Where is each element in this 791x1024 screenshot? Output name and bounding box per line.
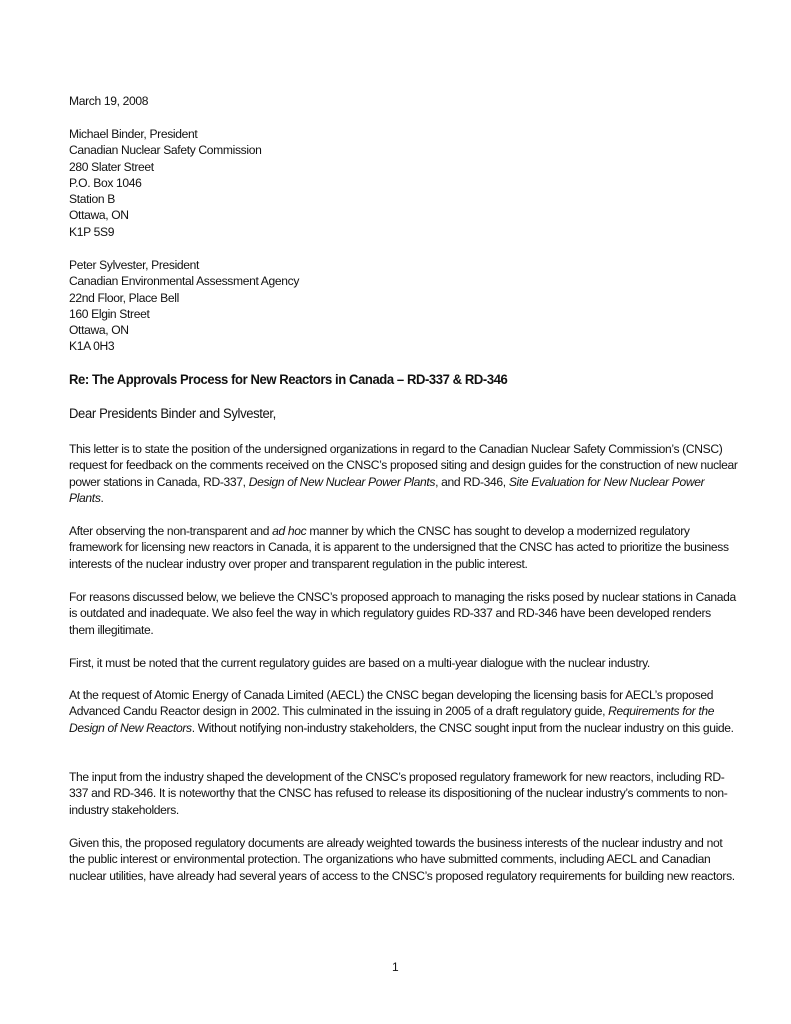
- address-line: 22nd Floor, Place Bell: [69, 290, 179, 305]
- text-run: . Without notifying non-industry stakeholders, the CNSC sought input from the nuclear industry on this guide.: [191, 720, 734, 735]
- paragraph-1: [69, 441, 739, 506]
- paragraph-6: [69, 769, 739, 818]
- address-line: Michael Binder, President: [69, 127, 198, 141]
- text-run: For reasons discussed below, we believe the CNSC’s proposed approach to managing the risks posed by nuclear stations in Canada is outdated and inadequate. We also feel the way in which regulatory guides RD-337 and RD-346 have been developed renders them illegitimate.: [69, 590, 736, 637]
- address-line: Ottawa, ON: [69, 323, 129, 338]
- address-line: 160 Elgin Street: [69, 306, 150, 321]
- address-line: K1P 5S9: [69, 224, 115, 239]
- recipient-address-1: [69, 126, 261, 240]
- address-line: Canadian Environmental Assessment Agency: [69, 274, 300, 289]
- address-line: Canadian Nuclear Safety Commission: [69, 143, 262, 158]
- paragraph-3: [69, 589, 739, 638]
- text-run: manner by which the CNSC has sought to develop a modernized regulatory framework for licensing new reactors in Canada, it is apparent to the undersigned that the CNSC has acted to prioritize the business interests of the nuclear industry over proper and transparent regulation in the public interest.: [69, 524, 729, 571]
- text-run: This letter is to state the position of the undersigned organizations in regard to the Canadian Nuclear Safety Commission’s (CNSC) request for feedback on the comments received on the CNSC’s proposed siting and design guides for the construction of new nuclear power stations in Canada, RD-337,: [69, 442, 738, 489]
- text-run: After observing the non-transparent and: [69, 524, 273, 538]
- text-run: First, it must be noted that the current regulatory guides are based on a multi-year dialogue with the nuclear industry.: [69, 656, 650, 670]
- address-line: Peter Sylvester, President: [69, 258, 200, 272]
- page-number: 1: [392, 960, 399, 974]
- address-line: 280 Slater Street: [69, 159, 154, 174]
- subject-line: Re: The Approvals Process for New Reactors in Canada – RD-337 & RD-346: [69, 372, 508, 388]
- text-run: Given this, the proposed regulatory documents are already weighted towards the business interests of the nuclear industry and not the public interest or environmental protection. The organizations who have submitted comments, including AECL and Canadian nuclear utilities, have already had several years of access to the CNSC’s proposed regulatory requirements for building new reactors.: [69, 836, 735, 883]
- italic-phrase: ad hoc: [272, 524, 307, 538]
- text-run: .: [100, 490, 104, 505]
- paragraph-2: [69, 523, 739, 572]
- recipient-address-2: [69, 257, 299, 355]
- italic-title: Design of New Nuclear Power Plants: [248, 474, 436, 489]
- italic-title: Requirements for the Design of New Reactors: [69, 704, 715, 735]
- paragraph-5: [69, 687, 739, 736]
- address-line: K1A 0H3: [69, 339, 115, 354]
- text-run: At the request of Atomic Energy of Canada Limited (AECL) the CNSC began developing the licensing basis for AECL’s proposed Advanced Candu Reactor design in 2002. This culminated in the issuing in 2005 of a draft regulatory guide,: [69, 688, 714, 719]
- text-run: The input from the industry shaped the development of the CNSC’s proposed regulatory framework for new reactors, including RD-337 and RD-346. It is noteworthy that the CNSC has refused to release its dispositioning of the nuclear industry’s comments to non-industry stakeholders.: [69, 770, 728, 817]
- address-line: Station B: [69, 192, 115, 207]
- text-run: , and RD-346,: [435, 474, 509, 489]
- paragraph-4: [69, 655, 739, 671]
- paragraph-7: [69, 835, 739, 884]
- salutation: Dear Presidents Binder and Sylvester,: [69, 406, 276, 422]
- address-line: Ottawa, ON: [69, 208, 129, 223]
- italic-title: Site Evaluation for New Nuclear Power Plants: [69, 474, 705, 505]
- letter-date: March 19, 2008: [69, 94, 149, 108]
- address-line: P.O. Box 1046: [69, 175, 142, 190]
